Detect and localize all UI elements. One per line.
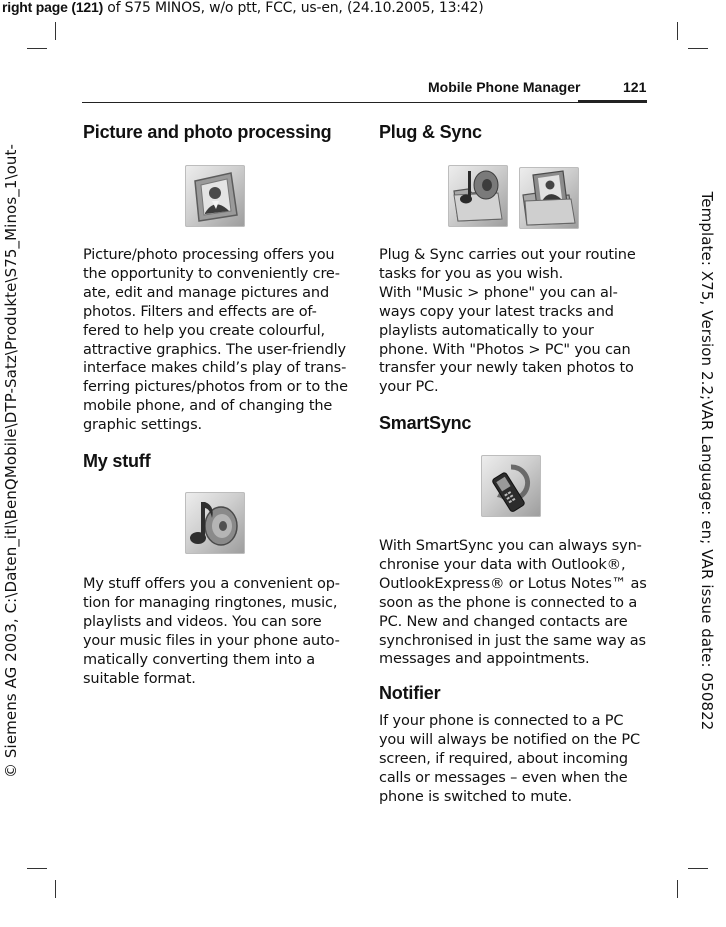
crop-mark-top-right-h	[688, 48, 708, 49]
crop-mark-top-left-h	[27, 48, 47, 49]
music-note-speaker-icon	[185, 492, 245, 554]
plug-sync-body	[379, 246, 647, 397]
crop-mark-bottom-left-h	[27, 868, 47, 869]
heading-my-stuff: My stuff	[83, 451, 151, 471]
heading-picture-processing: Picture and photo processing	[83, 122, 332, 142]
running-header-title: Mobile Phone Manager	[428, 79, 581, 95]
crop-mark-bottom-right-h	[688, 868, 708, 869]
print-header-details: of S75 MINOS, w/o ptt, FCC, us-en, (24.10.2005, 13:42)	[103, 0, 484, 16]
heading-smartsync: SmartSync	[379, 413, 472, 433]
notifier-body: If your phone is connected to a PC you will always be notified on the PC screen, if required, about incoming calls or messages – even when the phone is switched to mute.	[379, 713, 640, 805]
crop-mark-bottom-left-v	[55, 880, 56, 898]
phone-sync-icon	[481, 455, 541, 517]
music-folder-icon	[448, 165, 508, 227]
left-margin-copyright: © Siemens AG 2003, C:\Daten_itl\BenQMobile\DTP-Satz\Produkte\S75_Minos_1\out-	[2, 143, 20, 779]
photo-folder-icon	[519, 167, 579, 229]
header-rule-tab	[578, 100, 647, 103]
print-header-page: right page (121)	[2, 0, 104, 15]
my-stuff-body: My stuff offers you a convenient op-tion for managing ringtones, music, playlists and videos. You can sore your music files in your phone auto-matically converting them into a suitable format.	[83, 576, 340, 687]
heading-notifier: Notifier	[379, 683, 441, 703]
smartsync-body: With SmartSync you can always syn-chronise your data with Outlook®, OutlookExpress® or Lotus Notes™ as soon as the phone is connected to a PC. New and changed contacts are synchronised in just the same way as messages and appointments.	[379, 538, 647, 668]
crop-mark-bottom-right-v	[677, 880, 678, 898]
heading-plug-sync: Plug & Sync	[379, 122, 482, 142]
right-margin-template-info: Template: X75, Version 2.2;VAR Language: en; VAR issue date: 050822	[698, 191, 716, 731]
print-job-header	[2, 0, 483, 16]
plug-sync-details: With "Music > phone" you can al-ways copy your latest tracks and playlists automatically to your phone. With "Photos > PC" you can transfer your newly taken photos to your PC.	[379, 284, 634, 396]
picture-frame-icon	[185, 165, 245, 227]
picture-processing-body: Picture/photo processing offers you the opportunity to conveniently cre-ate, edit and manage pictures and photos. Filters and effects are of-fered to help you create colourful, attractive graphics. The user-friendly interface makes child’s play of trans-ferring pictures/photos from or to the mobile phone, and of changing the graphic settings.	[83, 247, 348, 434]
header-rule	[82, 102, 647, 103]
crop-mark-top-left-v	[55, 22, 56, 40]
page-number: 121	[623, 79, 647, 95]
crop-mark-top-right-v	[677, 22, 678, 40]
plug-sync-intro: Plug & Sync carries out your routine tasks for you as you wish.	[379, 247, 636, 282]
